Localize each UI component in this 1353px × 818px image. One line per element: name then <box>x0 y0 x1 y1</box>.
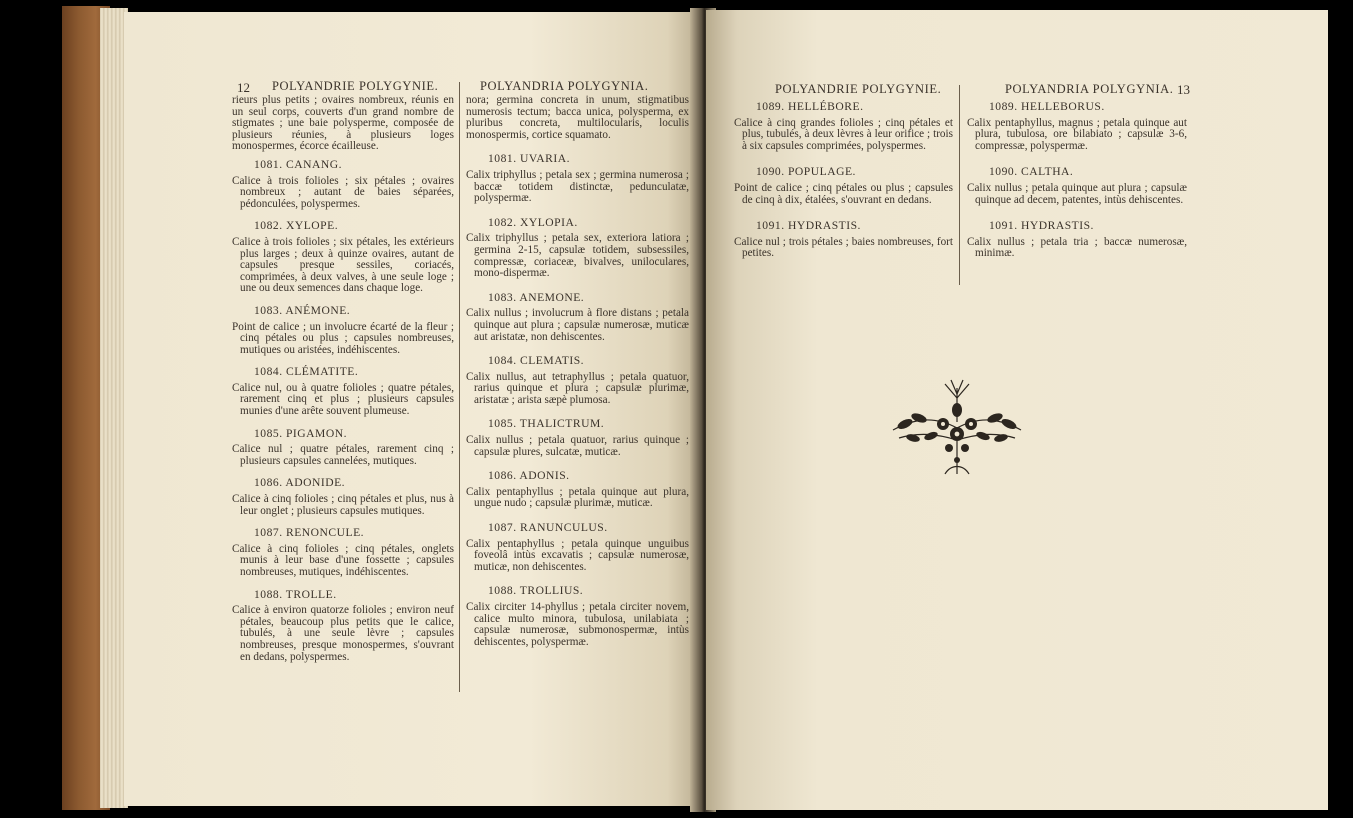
genus-heading: 1087. RANUNCULUS. <box>488 521 608 535</box>
genus-description: Calice à environ quatorze folioles ; environ neuf pétales, beaucoup plus petits que le calice, tubulés, à une seule lèvre ; capsules nombreuses, presque monospermes, s'ouvrant en dedans, polyspermes. <box>232 604 454 663</box>
genus-heading: 1085. THALICTRUM. <box>488 417 605 431</box>
genus-heading: 1091. HYDRASTIS. <box>756 219 861 233</box>
genus-description: Point de calice ; cinq pétales ou plus ; capsules de cinq à dix, étalées, s'ouvrant en dedans. <box>734 181 953 206</box>
running-head-french-right: POLYANDRIE POLYGYNIE. <box>775 82 942 96</box>
latin-entry <box>967 220 1187 260</box>
genus-heading: 1083. ANEMONE. <box>488 290 585 304</box>
genus-heading: 1090. POPULAGE. <box>756 165 856 179</box>
running-head-french: POLYANDRIE POLYGYNIE. <box>272 79 439 93</box>
intro-text-la: nora; germina concreta in unum, stigmatibus numerosis tectum; bacca unica, polysperma, ex pluribus concreta, multilocularis, loculis monospermis, cortice squamato. <box>466 94 689 141</box>
french-entry <box>734 166 953 206</box>
latin-entry <box>967 101 1187 152</box>
genus-description: Calix circiter 14-phyllus ; petala circiter novem, calice multo minora, tubulosa, unilabiata ; capsulæ numerosæ, submonospermæ, intùs dehiscentes, polyspermæ. <box>466 601 689 648</box>
genus-description: Calix triphyllus ; petala sex, exteriora latiora ; germina 2-15, capsulæ totidem, subsessiles, compressæ, coriaceæ, bivalves, uniloculares, mono-dispermæ. <box>466 232 689 280</box>
genus-description: Calice à cinq grandes folioles ; cinq pétales et plus, tubulés, à deux lèvres à leur orifice ; trois à six capsules comprimées, polyspermes. <box>734 116 953 152</box>
genus-description: Calix triphyllus ; petala sex ; germina numerosa ; baccæ totidem distinctæ, pedunculatæ, polyspermæ. <box>466 168 689 205</box>
french-entry <box>232 366 454 417</box>
french-entry <box>734 101 953 152</box>
running-head-latin-right: POLYANDRIA POLYGYNIA. <box>1005 82 1174 96</box>
genus-heading: 1089. HELLEBORUS. <box>989 100 1105 113</box>
column-divider-right <box>959 85 960 285</box>
genus-heading: 1091. HYDRASTIS. <box>989 219 1094 233</box>
latin-column-left <box>466 95 689 660</box>
latin-entry <box>466 522 689 573</box>
latin-entry <box>466 292 689 343</box>
floral-vignette-icon <box>885 378 1029 482</box>
genus-description: Calix nullus ; petala quinque aut plura ; capsulæ quinque ad decem, patentes, intùs dehiscentes. <box>967 181 1187 206</box>
latin-entry <box>466 470 689 510</box>
latin-entry <box>466 585 689 648</box>
french-entry <box>232 477 454 517</box>
french-entry <box>232 527 454 578</box>
latin-entry <box>466 418 689 458</box>
genus-heading: 1084. CLEMATIS. <box>488 354 585 368</box>
genus-description: Calice à cinq folioles ; cinq pétales, onglets munis à leur base d'une fossette ; capsules nombreuses, mutiques, indéhiscentes. <box>232 542 454 578</box>
genus-heading: 1089. HELLÉBORE. <box>756 100 864 113</box>
latin-entry <box>466 355 689 406</box>
french-column-right <box>734 101 953 274</box>
column-divider-left <box>459 82 460 692</box>
genus-heading: 1082. XYLOPIA. <box>488 215 578 229</box>
french-entry <box>734 220 953 260</box>
genus-heading: 1088. TROLLE. <box>254 587 337 601</box>
genus-heading: 1083. ANÉMONE. <box>254 303 351 317</box>
genus-description: Calice nul ; quatre pétales, rarement cinq ; plusieurs capsules cannelées, mutiques. <box>232 443 454 467</box>
genus-description: Calice à trois folioles ; six pétales ; ovaires nombreux ; autant de baies séparées, pédonculées, polyspermes. <box>232 174 454 210</box>
genus-heading: 1086. ADONIDE. <box>254 476 346 490</box>
genus-description: Calix nullus ; involucrum à flore distans ; petala quinque aut plura ; capsulæ numerosæ, muticæ aut aristatæ, non dehiscentes. <box>466 307 689 343</box>
french-column-left <box>232 95 454 673</box>
genus-description: Calix nullus ; petala quatuor, rarius quinque ; capsulæ plures, sulcatæ, muticæ. <box>466 434 689 458</box>
genus-heading: 1086. ADONIS. <box>488 469 570 483</box>
latin-column-right <box>967 101 1187 274</box>
page-number-right: 13 <box>1177 82 1190 97</box>
latin-entry <box>967 166 1187 206</box>
genus-description: Calice nul, ou à quatre folioles ; quatre pétales, rarement cinq et plus ; plusieurs capsules munies d'une arête souvent plumeuse. <box>232 381 454 418</box>
french-entry <box>232 305 454 356</box>
genus-description: Calix pentaphyllus ; petala quinque unguibus foveolâ intùs excavatis ; capsulæ numerosæ, muticæ, non dehiscentes. <box>466 537 689 573</box>
page-number-left: 12 <box>237 80 250 95</box>
genus-heading: 1081. UVARIA. <box>488 152 570 166</box>
french-entry <box>232 159 454 210</box>
latin-entry <box>466 153 689 204</box>
genus-description: Calice à cinq folioles ; cinq pétales et plus, nus à leur onglet ; plusieurs capsules mutiques. <box>232 493 454 517</box>
french-entry <box>232 220 454 295</box>
french-entry <box>232 589 454 664</box>
genus-heading: 1085. PIGAMON. <box>254 426 347 440</box>
genus-heading: 1084. CLÉMATITE. <box>254 365 359 379</box>
intro-text-fr: rieurs plus petits ; ovaires nombreux, réunis en un seul corps, couverts d'un grand nombre de stigmates ; une baie polysperme, composée de plusieurs réunies, à plusieurs loges monospermes, écorce écailleuse. <box>232 94 454 153</box>
genus-description: Point de calice ; un involucre écarté de la fleur ; cinq pétales ou plus ; capsules nombreuses, mutiques ou aristées, indéhiscentes. <box>232 320 454 356</box>
genus-heading: 1090. CALTHA. <box>989 165 1074 179</box>
genus-heading: 1082. XYLOPE. <box>254 219 339 233</box>
genus-description: Calix nullus ; petala tria ; baccæ numerosæ, minimæ. <box>967 235 1187 260</box>
genus-heading: 1081. CANANG. <box>254 157 342 171</box>
running-head-latin: POLYANDRIA POLYGYNIA. <box>480 79 649 93</box>
genus-description: Calice nul ; trois pétales ; baies nombreuses, fort petites. <box>734 235 953 260</box>
genus-heading: 1087. RENONCULE. <box>254 526 365 540</box>
genus-heading: 1088. TROLLIUS. <box>488 584 584 598</box>
genus-description: Calix pentaphyllus ; petala quinque aut plura, ungue nudo ; capsulæ plurimæ, muticæ. <box>466 485 689 510</box>
french-entry <box>232 428 454 468</box>
genus-description: Calice à trois folioles ; six pétales, les extérieurs plus larges ; deux à quinze ovaires, autant de capsules presque sessiles, coriacés, comprimées, à deux valves, à une seule loge ; une ou deux semences dans chaque loge. <box>232 235 454 295</box>
genus-description: Calix pentaphyllus, magnus ; petala quinque aut plura, tubulosa, ore bilabiato ; capsulæ 3-6, compressæ, polyspermæ. <box>967 116 1187 152</box>
latin-entry <box>466 217 689 280</box>
genus-description: Calix nullus, aut tetraphyllus ; petala quatuor, rarius quinque et plura ; capsulæ plurimæ, aristatæ ; arista sæpè plumosa. <box>466 370 689 406</box>
